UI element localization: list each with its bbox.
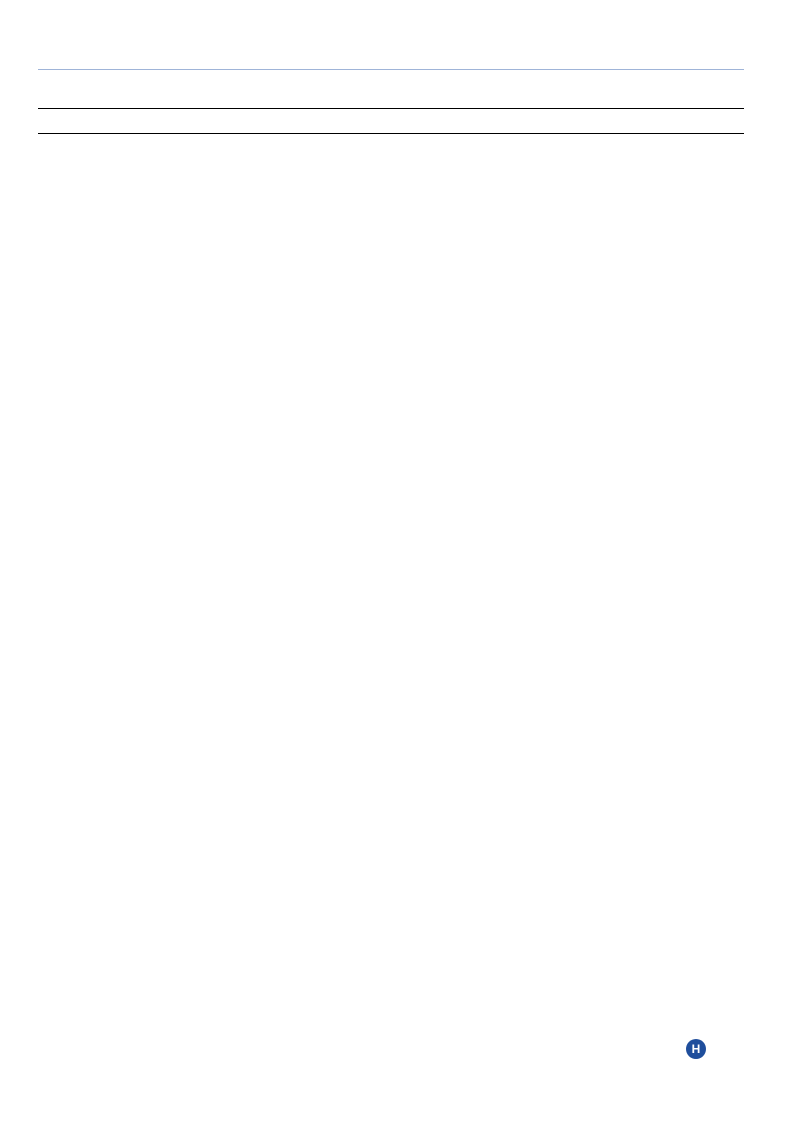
haitong-logo: [686, 1039, 709, 1059]
table-caption: [38, 108, 744, 134]
logo-icon: H: [686, 1039, 706, 1059]
header-divider: [38, 69, 744, 70]
